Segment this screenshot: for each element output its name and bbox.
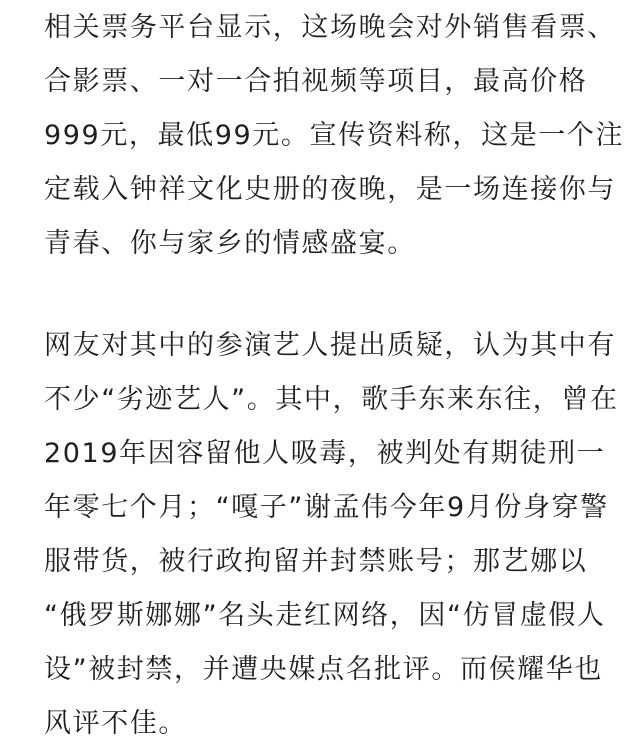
text-line: 服带货，被行政拘留并封禁账号；那艺娜以 bbox=[44, 546, 588, 577]
text-line: 青春、你与家乡的情感盛宴。 bbox=[44, 228, 416, 259]
text-line: 网友对其中的参演艺人提出质疑，认为其中有 bbox=[44, 330, 616, 361]
text-line: 合影票、一对一合拍视频等项目，最高价格 bbox=[44, 66, 588, 97]
text-line: “俄罗斯娜娜”名头走红网络，因“仿冒虚假人 bbox=[44, 600, 606, 631]
paragraph-ticketing bbox=[0, 0, 640, 271]
text-line: 风评不佳。 bbox=[44, 708, 187, 739]
paragraph-controversy bbox=[0, 319, 640, 751]
text-line: 不少“劣迹艺人”。其中，歌手东来东往，曾在 bbox=[44, 384, 619, 415]
text-line: 999元，最低99元。宣传资料称，这是一个注 bbox=[44, 120, 625, 151]
text-line: 相关票务平台显示，这场晚会对外销售看票、 bbox=[44, 12, 616, 43]
text-line: 设”被封禁，并遭央媒点名批评。而侯耀华也 bbox=[44, 654, 603, 685]
text-line: 2019年因容留他人吸毒，被判处有期徒刑一 bbox=[44, 438, 606, 469]
text-line: 年零七个月；“嘎子”谢孟伟今年9月份身穿警 bbox=[44, 492, 609, 523]
text-line: 定载入钟祥文化史册的夜晚，是一场连接你与 bbox=[44, 174, 616, 205]
